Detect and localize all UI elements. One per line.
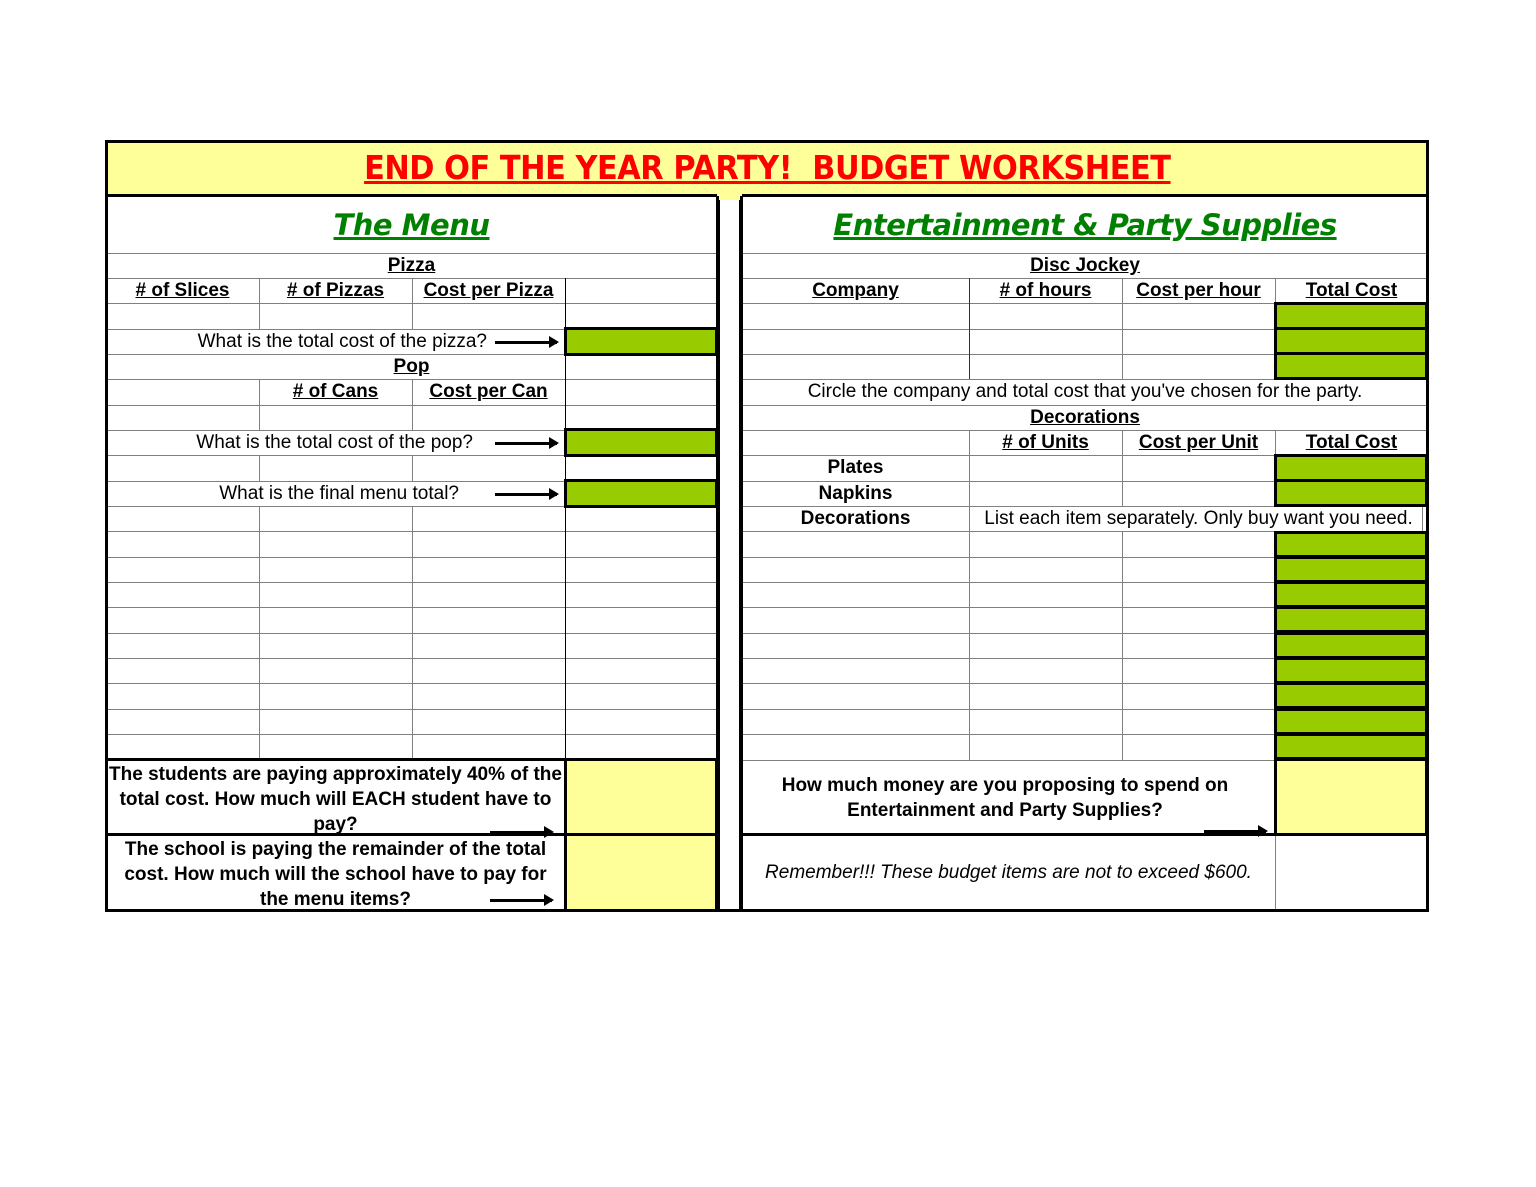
col-cost-per-hour: Cost per hour — [1136, 280, 1261, 301]
col-hours: # of hours — [999, 280, 1092, 301]
pop-total-label: What is the total cost of the pop? — [196, 432, 473, 453]
school-question: The school is paying the remainder of the total cost. How much will the school have to pay for the menu items? — [124, 839, 547, 910]
proposal-question: How much money are you proposing to spend on Entertainment and Party Supplies? — [781, 775, 1229, 821]
dj-instruction: Circle the company and total cost that you've chosen for the party. — [807, 381, 1363, 402]
decorations-note: List each item separately. Only buy want you need. — [984, 508, 1413, 529]
col-pizzas: # of Pizzas — [286, 280, 385, 301]
students-question: The students are paying approximately 40% of the total cost. How much will EACH student have to pay? — [109, 764, 562, 835]
pizza-heading: Pizza — [387, 255, 436, 276]
col-units: # of Units — [1002, 432, 1089, 453]
item-decorations: Decorations — [800, 508, 911, 529]
col-cans: # of Cans — [292, 381, 379, 402]
menu-section-title: The Menu — [333, 207, 490, 242]
col-cost-per-unit: Cost per Unit — [1138, 432, 1259, 453]
col-cost-per-pizza: Cost per Pizza — [423, 280, 554, 301]
entertainment-section-title: Entertainment & Party Supplies — [833, 207, 1337, 242]
col-cost-per-can: Cost per Can — [429, 381, 548, 402]
menu-final-label: What is the final menu total? — [219, 483, 459, 504]
worksheet-frame — [105, 140, 1429, 912]
col-dec-total-cost: Total Cost — [1305, 432, 1398, 453]
decorations-heading: Decorations — [1030, 407, 1140, 428]
item-napkins: Napkins — [818, 483, 893, 504]
pop-heading: Pop — [393, 356, 430, 377]
col-slices: # of Slices — [135, 280, 230, 301]
dj-heading: Disc Jockey — [1030, 255, 1140, 276]
pizza-total-label: What is the total cost of the pizza? — [197, 331, 487, 352]
col-company: Company — [812, 280, 899, 301]
item-plates: Plates — [827, 457, 884, 478]
budget-reminder: Remember!!! These budget items are not to exceed $600. — [765, 861, 1252, 883]
worksheet-title: END OF THE YEAR PARTY! BUDGET WORKSHEET — [363, 148, 1171, 187]
col-dj-total-cost: Total Cost — [1305, 280, 1398, 301]
